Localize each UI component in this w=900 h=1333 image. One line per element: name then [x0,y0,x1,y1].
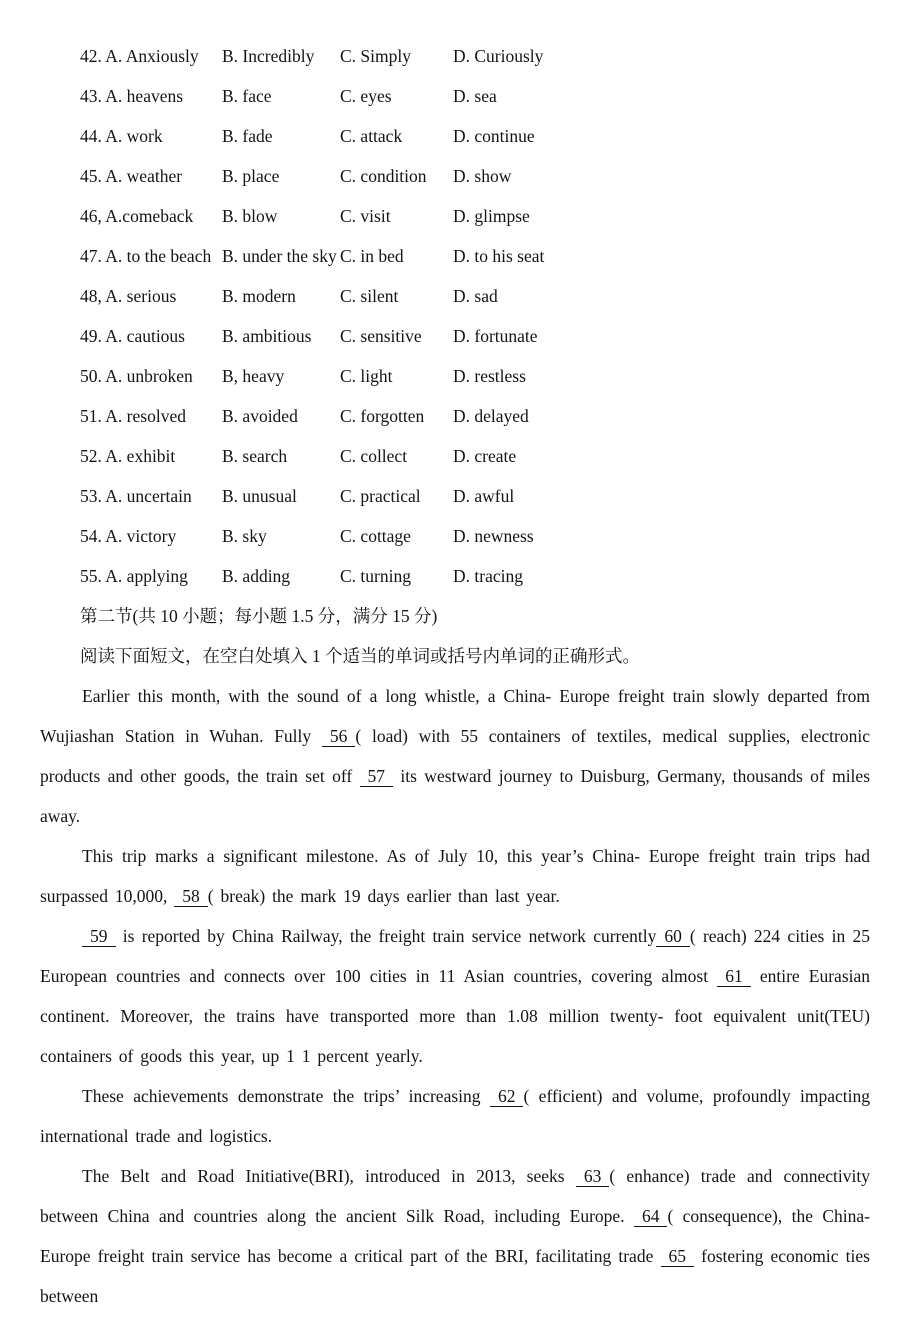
option-d: D. awful [453,486,515,506]
fill-blank-61: 61 [717,966,751,987]
option-d: D. fortunate [453,326,538,346]
option-c: C. in bed [340,246,404,266]
question-row [40,356,870,396]
option-c: C. sensitive [340,326,422,346]
fill-blank-57: 57 [360,766,394,787]
option-b: B. fade [222,126,273,146]
question-row [40,436,870,476]
option-d: D. sea [453,86,497,106]
option-a: 51. A. resolved [80,406,186,426]
passage [40,676,870,1316]
option-a: 42. A. Anxiously [80,46,199,66]
option-a: 45. A. weather [80,166,183,186]
section-2-instruction: 阅读下面短文，在空白处填入 1 个适当的单词或括号内单词的正确形式。 [80,646,640,666]
option-d: D. glimpse [453,206,530,226]
option-b: B. ambitious [222,326,312,346]
question-row [40,516,870,556]
option-c: C. turning [340,566,411,586]
question-row [40,556,870,596]
question-row [40,236,870,276]
option-b: B. search [222,446,288,466]
option-b: B. blow [222,206,278,226]
question-row [40,76,870,116]
option-b: B. modern [222,286,296,306]
option-b: B. sky [222,526,267,546]
fill-blank-63: 63 [576,1166,610,1187]
option-b: B. under the sky [222,246,337,266]
cloze-options-section [40,36,870,596]
option-d: D. tracing [453,566,523,586]
option-a: 47. A. to the beach [80,246,212,266]
option-c: C. light [340,366,393,386]
fill-blank-65: 65 [661,1246,695,1267]
fill-blank-56: 56 [322,726,356,747]
option-c: C. attack [340,126,403,146]
option-b: B. unusual [222,486,297,506]
option-a: 43. A. heavens [80,86,184,106]
passage-paragraph: Earlier this month, with the sound of a long whistle, a China- Europe freight train slowly departed from Wujiashan Station in Wuhan. Fully 56 ( load) with 55 containers of textiles, medical supplies, electronic products and other goods, the train set off 57 its westward journey to Duisburg, Germany, thousands of miles away. [40,686,871,826]
option-d: D. sad [453,286,498,306]
question-row [40,276,870,316]
option-c: C. eyes [340,86,392,106]
option-d: D. to his seat [453,246,545,266]
option-c: C. collect [340,446,408,466]
question-row [40,476,870,516]
option-a: 49. A. cautious [80,326,185,346]
option-a: 46, A.comeback [80,206,194,226]
option-b: B. Incredibly [222,46,315,66]
option-d: D. show [453,166,512,186]
option-b: B. adding [222,566,291,586]
passage-paragraph: The Belt and Road Initiative(BRI), introduced in 2013, seeks 63 ( enhance) trade and connectivity between China and countries along the ancient Silk Road, including Europe. 64 ( consequence), the China- Europe freight train service has become a critical part of the BRI, facilitating trade 65 fostering economic ties between [40,1166,871,1306]
option-a: 54. A. victory [80,526,177,546]
question-row [40,156,870,196]
option-d: D. delayed [453,406,529,426]
fill-blank-62: 62 [490,1086,524,1107]
option-d: D. continue [453,126,535,146]
fill-blank-60: 60 [656,926,690,947]
option-d: D. newness [453,526,534,546]
option-c: C. forgotten [340,406,425,426]
option-c: C. visit [340,206,391,226]
fill-blank-58: 58 [174,886,208,907]
option-b: B. face [222,86,272,106]
option-b: B, heavy [222,366,285,386]
option-d: D. Curiously [453,46,544,66]
passage-paragraph: 59 is reported by China Railway, the freight train service network currently 60 ( reach) 224 cities in 25 European countries and connects over 100 cities in 11 Asian countries, covering almost 61 entire Eurasian continent. Moreover, the trains have transported more than 1.08 million twenty- foot equivalent unit(TEU) containers of goods this year, up 1 1 percent yearly. [40,926,871,1066]
passage-paragraph: These achievements demonstrate the trips’ increasing 62 ( efficient) and volume, profoundly impacting international trade and logistics. [40,1086,870,1146]
option-c: C. Simply [340,46,411,66]
fill-blank-59: 59 [82,926,116,947]
option-a: 52. A. exhibit [80,446,176,466]
option-a: 48, A. serious [80,286,177,306]
question-row [40,116,870,156]
option-c: C. silent [340,286,399,306]
option-b: B. avoided [222,406,298,426]
option-d: D. restless [453,366,526,386]
option-a: 50. A. unbroken [80,366,193,386]
option-c: C. practical [340,486,421,506]
option-a: 55. A. applying [80,566,188,586]
option-c: C. condition [340,166,427,186]
passage-paragraph: This trip marks a significant milestone. As of July 10, this year’s China- Europe freight train trips had surpassed 10,000, 58 ( break) the mark 19 days earlier than last year. [40,846,870,906]
option-a: 53. A. uncertain [80,486,192,506]
section-2-heading: 第二节(共 10 小题；每小题 1.5 分，满分 15 分) [80,606,438,626]
option-b: B. place [222,166,280,186]
question-row [40,396,870,436]
question-row [40,316,870,356]
option-c: C. cottage [340,526,411,546]
option-d: D. create [453,446,517,466]
question-row [40,36,870,76]
fill-blank-64: 64 [634,1206,668,1227]
question-row [40,196,870,236]
option-a: 44. A. work [80,126,163,146]
